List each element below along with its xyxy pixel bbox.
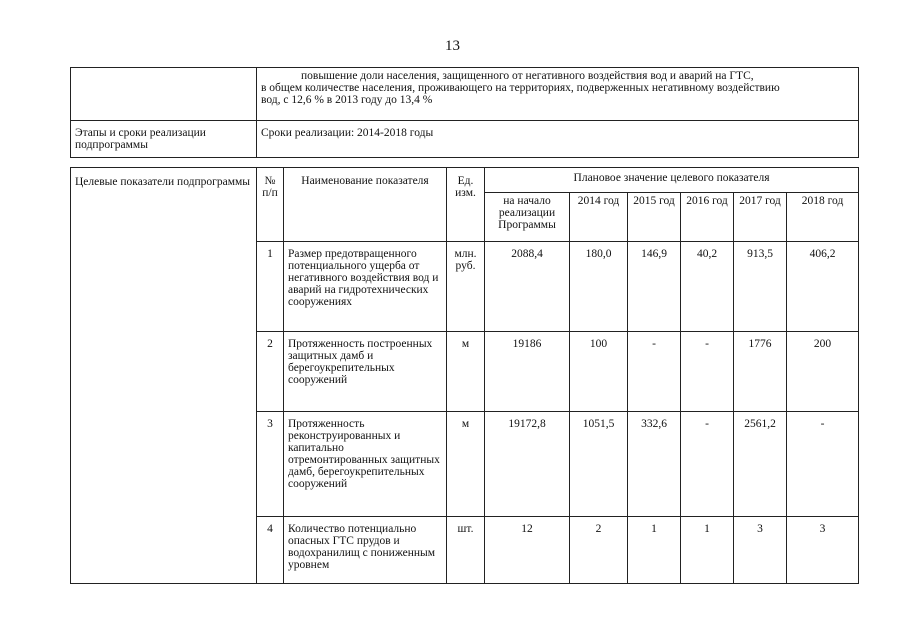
- row-unit: м: [447, 332, 485, 412]
- row-num: 1: [257, 242, 284, 332]
- goal-indicator-cell: [257, 68, 859, 121]
- row-value-2016: 1: [681, 517, 734, 584]
- goal-indicator-line: вод, с 12,6 % в 2013 году до 13,4 %: [261, 94, 433, 106]
- subprogram-top-table: [70, 67, 859, 158]
- row-unit: шт.: [447, 517, 485, 584]
- row-value-2018: 200: [787, 332, 859, 412]
- row-value-2016: 40,2: [681, 242, 734, 332]
- row-value-2015: 146,9: [628, 242, 681, 332]
- row-value-2017: 3: [734, 517, 787, 584]
- row-value-2015: -: [628, 332, 681, 412]
- stages-row: [71, 121, 859, 158]
- row-value-start: 12: [485, 517, 570, 584]
- row-value-2016: -: [681, 412, 734, 517]
- row-value-2014: 1051,5: [570, 412, 628, 517]
- row-value-2015: 1: [628, 517, 681, 584]
- row-num: 4: [257, 517, 284, 584]
- header-name: Наименование показателя: [284, 168, 447, 242]
- header-unit: Ед. изм.: [447, 168, 485, 242]
- row-value-2018: 3: [787, 517, 859, 584]
- row-value-2017: 913,5: [734, 242, 787, 332]
- row-value-2018: -: [787, 412, 859, 517]
- row-name: Протяженность построенных защитных дамб и берегоукрепительных сооружений: [284, 332, 447, 412]
- section-label: Целевые показатели подпрограммы: [71, 168, 257, 584]
- header-planned: Плановое значение целевого показателя: [485, 168, 859, 193]
- header-col-start: на начало реализации Программы: [485, 193, 570, 242]
- goal-indicator-line: в общем количестве населения, проживающего на территориях, подверженных негативному воздействию: [261, 82, 780, 94]
- row-name: Количество потенциально опасных ГТС прудов и водохранилищ с пониженным уровнем: [284, 517, 447, 584]
- row-value-start: 2088,4: [485, 242, 570, 332]
- row-value-2015: 332,6: [628, 412, 681, 517]
- row-value-start: 19186: [485, 332, 570, 412]
- header-row-1: [71, 168, 859, 193]
- row-value-2014: 100: [570, 332, 628, 412]
- target-indicators-table: [70, 167, 859, 584]
- row-name: Размер предотвращенного потенциального ущерба от негативного воздействия вод и аварий на гидротехнических сооружениях: [284, 242, 447, 332]
- header-col-2018: 2018 год: [787, 193, 859, 242]
- goal-indicator-line: повышение доли населения, защищенного от негативного воздействия вод и аварий на ГТС,: [301, 70, 754, 82]
- header-col-2014: 2014 год: [570, 193, 628, 242]
- header-col-2015: 2015 год: [628, 193, 681, 242]
- row-value-2016: -: [681, 332, 734, 412]
- row-value-2017: 2561,2: [734, 412, 787, 517]
- goal-indicator-row: [71, 68, 859, 121]
- stages-value: Сроки реализации: 2014-2018 годы: [257, 121, 859, 158]
- row-value-2014: 180,0: [570, 242, 628, 332]
- row-unit: млн. руб.: [447, 242, 485, 332]
- row-value-2018: 406,2: [787, 242, 859, 332]
- goal-label-cell: [71, 68, 257, 121]
- row-unit: м: [447, 412, 485, 517]
- row-num: 2: [257, 332, 284, 412]
- row-num: 3: [257, 412, 284, 517]
- header-col-2017: 2017 год: [734, 193, 787, 242]
- header-col-2016: 2016 год: [681, 193, 734, 242]
- stages-label: Этапы и сроки реализации подпрограммы: [71, 121, 257, 158]
- row-name: Протяженность реконструированных и капитально отремонтированных защитных дамб, берегоукрепительных сооружений: [284, 412, 447, 517]
- header-num: № п/п: [257, 168, 284, 242]
- row-value-start: 19172,8: [485, 412, 570, 517]
- page-number: 13: [445, 38, 460, 54]
- row-value-2017: 1776: [734, 332, 787, 412]
- row-value-2014: 2: [570, 517, 628, 584]
